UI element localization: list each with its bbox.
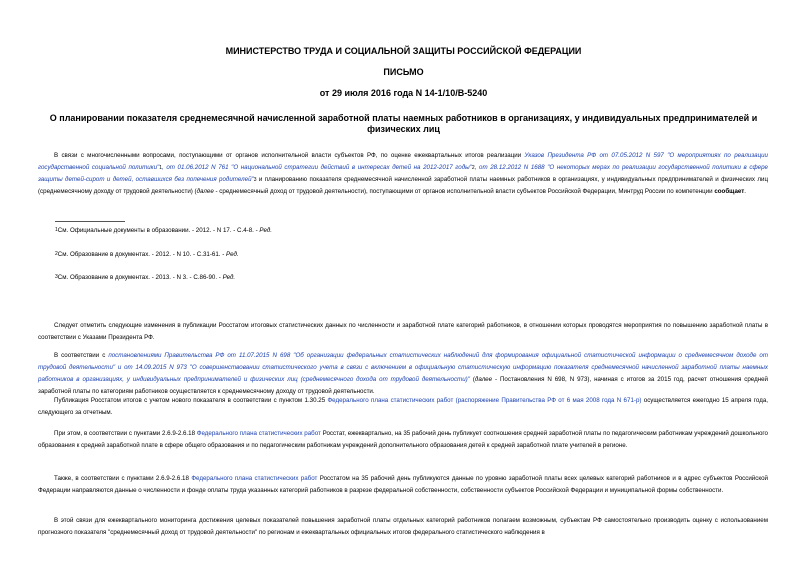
publication-text-1: Публикация Росстатом итогов с учетом нового показателя в соответствии с пунктом 1.30.25 — [54, 397, 328, 404]
footnote-2-ed: Ред. — [226, 251, 239, 258]
footnote-ref-3[interactable]: 3 — [253, 177, 257, 183]
intro-period: . — [744, 188, 747, 195]
footnote-ref-2[interactable]: 2 — [471, 165, 475, 171]
footnote-1-text: См. Официальные документы в образовании. - 2012. - N 17. - С.4-8. - — [57, 227, 260, 234]
footnote-3-ed: Ред. — [222, 274, 236, 281]
document-title: О планировании показателя среднемесячной начисленной заработной платы наемных работников в организациях, у индивидуальных предпринимателей и физических лиц — [49, 113, 758, 134]
link-resolution-698[interactable]: постановлениями Правительства РФ от 11.07.2015 N 698 "Об организации федеральных статистических наблюдений для формирования официальной статистической информации о среднемесячном доходе от трудовой деятельности" — [38, 352, 769, 371]
link-decree-1688[interactable]: , от 28.12.2012 N 1688 "О некоторых мерах по реализации государственной политики в сфере защиты детей-сирот и детей, оставшихся без попечения родителей" — [38, 164, 769, 183]
paragraph-also — [38, 473, 768, 497]
paragraph-intro — [38, 150, 768, 198]
footnote-ref-1[interactable]: 1 — [159, 165, 163, 171]
intro-text-3: - среднемесячный доход от трудовой деятельности), поступающими от органов исполнительной власти субъектов Российской Федерации, Минтруд России по компетенции — [213, 188, 715, 195]
paragraph-resolutions — [38, 350, 768, 398]
footnote-2 — [55, 250, 239, 259]
intro-bold-soobshaet: сообщает — [714, 188, 745, 195]
intro-text-1: В связи с многочисленными вопросами, поступающими от органов исполнительной власти субъектов РФ, по оценке ежеквартальных итогов реализации — [54, 152, 525, 159]
paragraph-changes: Следует отметить следующие изменения в публикации Росстатом итоговых статистических данных по численности и заработной плате категорий работников, в отношении которых проводятся мероприятия по повышению заработной платы в соответствии с Указами Президента РФ. — [38, 322, 768, 341]
link-decree-597[interactable]: Указов Президента РФ от 07.05.2012 N 597 "О мероприятиях по реализации государственной социальной политики" — [38, 152, 768, 171]
also-text-1: Также, в соответствии с пунктами 2.6.9-2.6.18 — [54, 475, 192, 482]
footnote-3 — [55, 273, 235, 282]
resolutions-italic-dalee: далее — [474, 376, 493, 383]
document-type: ПИСЬМО — [383, 67, 424, 77]
footnote-separator — [55, 221, 125, 222]
paragraph-quarterly — [38, 428, 768, 452]
footnote-2-number: 2 — [55, 251, 58, 257]
intro-text-2: и планированию показателя среднемесячной начисленной заработной платы наемных работников в организациях, у индивидуальных предпринимателей и физических лиц (среднемесячному доходу от трудовой деятельности) ( — [38, 176, 768, 195]
ministry-heading: МИНИСТЕРСТВО ТРУДА И СОЦИАЛЬНОЙ ЗАЩИТЫ РОССИЙСКОЙ ФЕДЕРАЦИИ — [225, 46, 582, 56]
resolutions-text-2: ( — [469, 376, 475, 383]
paragraph-monitoring: В этой связи для ежеквартального мониторинга достижения целевых показателей повышения заработной платы отдельных категорий работников полагаем возможным, субъектам РФ самостоятельно производить оценку с использованием прогнозного показателя "среднемесячный доход от трудовой деятельности" по регионам и ежеквартальных официальных итогов федерального статистического наблюдения в — [38, 517, 768, 536]
quarterly-text-2: Росстат, ежеквартально, на 35 рабочий день публикует соотношения средней заработной платы по педагогическим работникам учреждений дошкольного образования к средней заработной плате в сфере общего образования и по педагогическим работникам учреждений дополнительного образования детей к средней заработной плате учителей в регионе. — [38, 430, 768, 449]
intro-italic-dalee: далее — [196, 188, 214, 195]
publication-text-2: осуществляется ежегодно 15 апреля года, следующего за отчетным. — [38, 397, 768, 416]
footnote-3-number: 3 — [55, 274, 58, 280]
footnote-1 — [55, 226, 272, 235]
quarterly-text-1: При этом, в соответствии с пунктами 2.6.9-2.6.18 — [54, 430, 197, 437]
link-decree-761[interactable]: , от 01.06.2012 N 761 "О национальной стратегии действий в интересах детей на 2012-2017 годы" — [162, 164, 472, 171]
resolutions-text-3: - Постановления N 698, N 973), начиная с итогов за 2015 год, расчет отношения средней заработной платы по категориям работников осуществляется к среднемесячному доходу от трудовой деятельности. — [38, 376, 769, 395]
footnote-1-number: 1 — [55, 227, 58, 233]
document-date-number: от 29 июля 2016 года N 14-1/10/В-5240 — [319, 88, 488, 98]
footnote-1-ed: Ред. — [259, 227, 272, 234]
paragraph-publication — [38, 395, 768, 419]
footnote-2-text: См. Образование в документах. - 2012. - N 10. - С.31-61. - — [57, 251, 227, 258]
footnote-3-text: См. Образование в документах. - 2013. - N 3. - С.86-90. - — [57, 274, 223, 281]
link-resolution-973[interactable]: и от 14.09.2015 N 973 "О совершенствовании статистического учета в связи с включением в официальную статистическую информацию показателя среднемесячной начисленной заработной платы наемных работников в организациях, у индивидуальных предпринимателей и физических лиц (среднемесячного дохода от трудовой деятельности)" — [38, 364, 768, 383]
link-federal-plan-2[interactable]: Федерального плана статистических работ — [191, 475, 318, 482]
link-federal-plan-1[interactable]: Федерального плана статистических работ — [196, 430, 321, 437]
link-federal-plan-671[interactable]: Федерального плана статистических работ (распоряжение Правительства РФ от 6 мая 2008 года N 671-р) — [327, 397, 642, 404]
also-text-2: Росстатом на 35 рабочий день публикуются данные по уровню заработной платы всех целевых категорий работников и в адрес субъектов Российской Федерации направляются данные о численности и фонде оплаты труда указанных категорий работников в разрезе федеральной собственности, собственности субъектов Российской Федерации и муниципальной формы собственности. — [38, 475, 769, 494]
resolutions-text-1: В соответствии с — [54, 352, 109, 359]
